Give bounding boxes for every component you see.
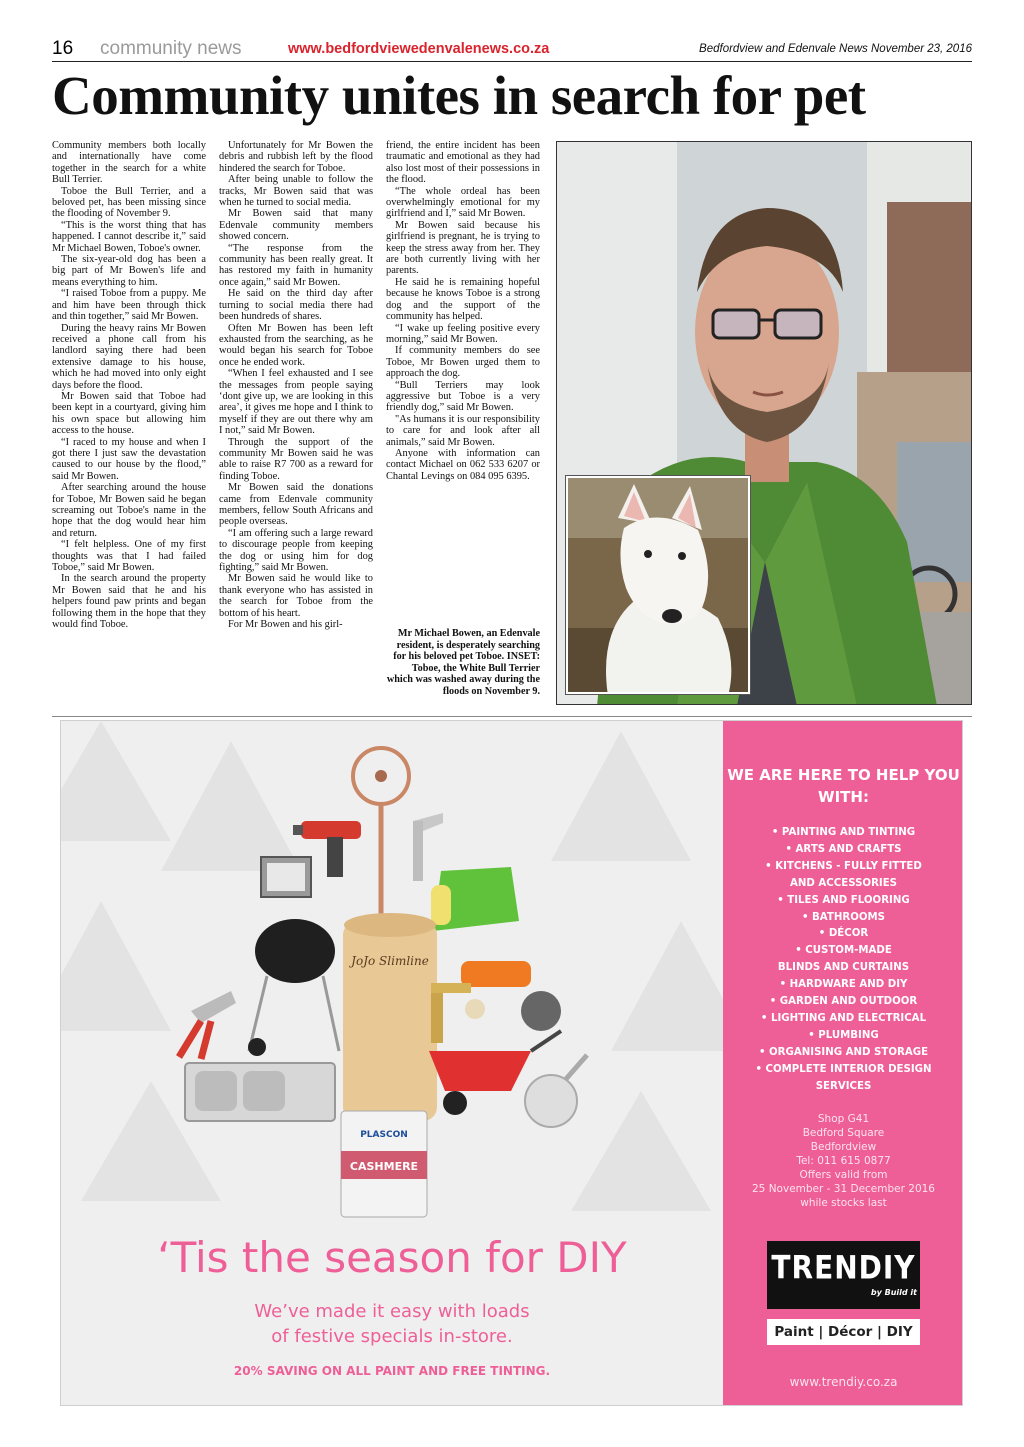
article-paragraph: Through the support of the community Mr Bowen said he was able to raise R7 700 as a reward for finding Toboe. <box>219 436 373 482</box>
article-paragraph: Toboe the Bull Terrier, and a beloved pet, has been missing since the flooding of November 9. <box>52 185 206 220</box>
article-paragraph: He said he is remaining hopeful because he knows Toboe is a strong dog and the support of the community has helped. <box>386 276 540 323</box>
ad-offer: 20% SAVING ON ALL PAINT AND FREE TINTING. <box>233 1364 551 1378</box>
paint-roller-tray-icon <box>431 867 519 931</box>
article-column-2 <box>219 140 373 706</box>
service-item: • HARDWARE AND DIY <box>779 979 908 991</box>
service-item: • BATHROOMS <box>801 911 886 923</box>
kettle-braai-icon <box>248 919 339 1056</box>
article-paragraph: “This is the worst thing that has happened. I cannot describe it,” said Mr Michael Bowen, Toboe's owner. <box>52 219 206 254</box>
paint-name-label: CASHMERE <box>349 1160 419 1173</box>
service-item: • ARTS AND CRAFTS <box>785 843 902 855</box>
shop-line: Bedfordview <box>810 1141 877 1153</box>
service-item: BLINDS AND CURTAINS <box>777 962 910 974</box>
article-paragraph: After searching around the house for Toboe, Mr Bowen said he began screaming out Toboe's name in the hope that the dog would hear him and return. <box>52 482 206 539</box>
mixer-tap-icon <box>413 813 443 881</box>
service-item: • LIGHTING AND ELECTRICAL <box>760 1012 927 1024</box>
article-paragraph: Community members both locally and internationally have come together in the search for a white Bull Terrier. <box>52 140 206 186</box>
article-paragraph: Mr Bowen said because his girlfriend is pregnant, he is trying to keep the stress away from her. They are both currently living with her parents. <box>386 219 540 277</box>
section-label: community news <box>100 38 242 59</box>
trendiy-logo <box>767 1241 920 1309</box>
article-paragraph: “I raised Toboe from a puppy. Me and him have been through thick and thin together,” said Mr Bowen. <box>52 288 206 323</box>
photo-caption: Mr Michael Bowen, an Edenvale resident, is desperately searching for his beloved pet Toboe. INSET: Toboe, the White Bull Terrier which was washed away during the floods on November 9. <box>386 628 540 697</box>
service-item: • PAINTING AND TINTING <box>771 827 916 838</box>
service-item: • PLUMBING <box>808 1029 879 1041</box>
article-paragraph: Unfortunately for Mr Bowen the debris and rubbish left by the flood hindered the search for Toboe. <box>219 140 373 174</box>
article-paragraph: “I raced to my house and when I got there I just saw the devastation caused to our house by the flood,” said Mr Bowen. <box>52 436 206 482</box>
shop-line: Tel: 011 615 0877 <box>796 1155 891 1167</box>
shower-head-icon <box>525 1055 587 1127</box>
ad-subline <box>61 1299 723 1349</box>
service-item: AND ACCESSORIES <box>789 877 898 889</box>
service-item: • DÉCOR <box>818 928 869 940</box>
article-paragraph: “I wake up feeling positive every morning,” said Mr Bowen. <box>386 322 540 345</box>
brand-slogan: Paint | Décor | DIY <box>767 1319 920 1345</box>
masthead-date: Bedfordview and Edenvale News November 23, 2016 <box>699 43 972 55</box>
article-column-1 <box>52 140 206 706</box>
ad-subline-2: of festive specials in-store. <box>271 1326 513 1347</box>
ad-subline-1: We’ve made it easy with loads <box>254 1301 530 1322</box>
article-paragraph: “The response from the community has been really great. It has restored my faith in humanity once again,” said Mr Bowen. <box>219 242 373 288</box>
page-number: 16 <box>52 38 74 59</box>
article-paragraph: “I am offering such a large reward to discourage people from keeping the dog or using him for dog fighting,” said Mr Bowen. <box>219 527 373 574</box>
article-paragraph: “Bull Terriers may look aggressive but Toboe is a very friendly dog,” said Mr Bowen. <box>386 379 540 414</box>
shop-line: 25 November - 31 December 2016 <box>752 1183 935 1195</box>
section-divider <box>52 716 972 717</box>
paint-brand-label: PLASCON <box>360 1130 408 1140</box>
page-header <box>52 38 972 62</box>
tank-brand-label: JoJo Slimline <box>351 954 429 968</box>
header-rule <box>52 61 972 62</box>
article-paragraph: For Mr Bowen and his girl- <box>228 619 343 631</box>
article-paragraph: friend, the entire incident has been traumatic and emotional as they had also lost most of their possessions in the flood. <box>386 140 540 186</box>
article-paragraph: If community members do see Toboe, Mr Bowen urged them to approach the dog. <box>386 345 540 380</box>
service-item: • TILES AND FLOORING <box>777 894 910 906</box>
photo-inset-toboe <box>566 476 750 694</box>
article-headline: Community unites in search for pet <box>52 65 866 126</box>
article-paragraph: After being unable to follow the tracks, Mr Bowen said that was when he turned to social media. <box>219 174 373 209</box>
brand-by-line: by Build it <box>870 1288 917 1297</box>
shop-line: Offers valid from <box>799 1169 888 1181</box>
trendiy-advertisement <box>60 720 963 1406</box>
article-paragraph: Mr Bowen said that many Edenvale community members showed concern. <box>219 208 373 243</box>
service-item: • CUSTOM-MADE <box>795 945 892 957</box>
kitchen-sink-icon <box>185 1063 335 1121</box>
water-tank-icon <box>343 913 437 1121</box>
pruning-shears-icon <box>179 991 236 1059</box>
article-paragraph: “When I feel exhausted and I see the messages from people saying ‘dont give up, we are looking in this area’, it gives me hope and I think to myself if they are out there why am I not,” said Mr Bowen. <box>219 368 373 437</box>
site-url-link[interactable]: www.bedfordviewedenvalenews.co.za <box>288 41 550 57</box>
article-paragraph: “I felt helpless. One of my first thoughts was that I had failed Toboe,” said Mr Bowen. <box>52 539 206 574</box>
ad-product-panel <box>61 721 723 1406</box>
help-title: WE ARE HERE TO HELP YOU WITH: <box>727 766 960 806</box>
article-paragraph: "As humans it is our responsibility to care for and look after all animals,” said Mr Bowen. <box>386 413 540 448</box>
article-paragraph: In the search around the property Mr Bowen said that he and his helpers found paw prints and began following them in the hope that they would find Toboe. <box>52 573 206 631</box>
shop-line: while stocks last <box>800 1197 887 1209</box>
brand-name: TRENDIY <box>771 1248 916 1287</box>
service-item: • GARDEN AND OUTDOOR <box>769 996 918 1008</box>
paint-tin-icon <box>341 1111 427 1217</box>
bull-terrier-illustration <box>568 478 750 694</box>
shop-details <box>723 1112 963 1210</box>
light-bulb-icon <box>465 999 485 1019</box>
shop-line: Bedford Square <box>802 1127 885 1139</box>
ad-product-collage <box>61 721 723 1221</box>
article-paragraph: The six-year-old dog has been a big part of Mr Bowen's life and means everything to him. <box>52 254 206 288</box>
door-handle-icon <box>431 983 471 1043</box>
angle-grinder-icon <box>461 961 561 1031</box>
article-paragraph: “The whole ordeal has been overwhelmingly emotional for my girlfriend and I,” said Mr Bowen. <box>386 185 540 220</box>
article-paragraph: During the heavy rains Mr Bowen received a phone call from his landlord saying there had been extensive damage to his house, which he had moved into only eight days before the flood. <box>52 322 206 391</box>
article-paragraph: Mr Bowen said he would like to thank everyone who has assisted in the search for Toboe from the bottom of his heart. <box>219 573 373 619</box>
service-item: • ORGANISING AND STORAGE <box>758 1046 929 1058</box>
services-list <box>723 825 963 1096</box>
article-paragraph: Mr Bowen said the donations came from Edenvale community members, fellow South Africans and people overseas. <box>219 482 373 528</box>
article-paragraph: Anyone with information can contact Michael on 062 533 6207 or Chantal Levings on 084 095 6395. <box>386 447 540 482</box>
article-paragraph: He said on the third day after turning to social media there had been hundreds of shares. <box>219 288 373 323</box>
shop-line: Shop G41 <box>817 1113 870 1125</box>
ad-info-panel <box>723 721 963 1406</box>
brand-website-link[interactable]: www.trendiy.co.za <box>789 1375 898 1389</box>
service-item: • COMPLETE INTERIOR DESIGN <box>755 1063 932 1075</box>
service-item: SERVICES <box>815 1080 872 1092</box>
ad-tagline: ‘Tis the season for DIY <box>157 1233 627 1282</box>
service-item: • KITCHENS - FULLY FITTED <box>765 860 922 872</box>
article-paragraph: Often Mr Bowen has been left exhausted from the searching, as he would began his search for Toboe once he ended work. <box>219 322 373 368</box>
floodlight-icon <box>261 857 311 897</box>
article-column-3 <box>386 140 540 706</box>
article-paragraph: Mr Bowen said that Toboe had been kept in a courtyard, giving him his own space but allowing him access to the house. <box>52 390 206 437</box>
